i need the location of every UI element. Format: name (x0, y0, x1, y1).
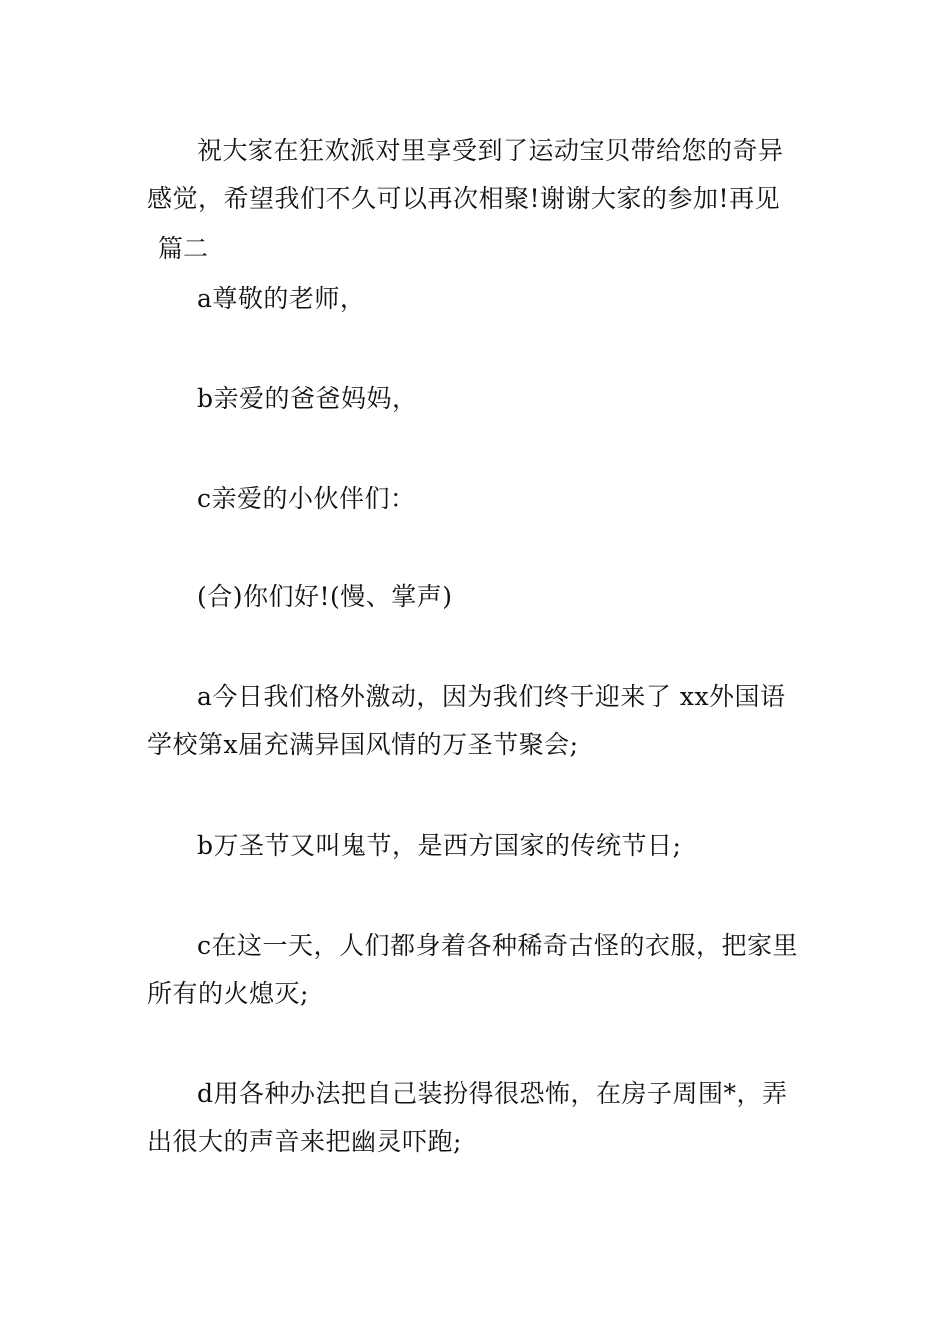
paragraph-costumes: c在这一天，人们都身着各种稀奇古怪的衣服，把家里所有的火熄灭; (147, 931, 799, 1008)
paragraph-halloween-intro: b万圣节又叫鬼节，是西方国家的传统节日; (197, 831, 682, 860)
paragraph-greeting-teachers: a尊敬的老师， (197, 284, 366, 313)
paragraph-scare-ghosts: d用各种办法把自己装扮得很恐怖，在房子周围*，弄出很大的声音来把幽灵吓跑; (147, 1079, 788, 1156)
paragraph-hello-all: (合)你们好!(慢、掌声) (197, 582, 453, 611)
section-title: 篇二 (158, 234, 209, 263)
paragraph-greeting-friends: c亲爱的小伙伴们： (197, 484, 416, 513)
paragraph-greeting-parents: b亲爱的爸爸妈妈， (197, 384, 418, 413)
paragraph-halloween-party: a今日我们格外激动，因为我们终于迎来了 xx外国语学校第x届充满异国风情的万圣节聚会; (147, 682, 786, 759)
paragraph-closing-wish: 祝大家在狂欢派对里享受到了运动宝贝带给您的奇异感觉，希望我们不久可以再次相聚!谢谢大家的参加!再见 (147, 136, 784, 213)
